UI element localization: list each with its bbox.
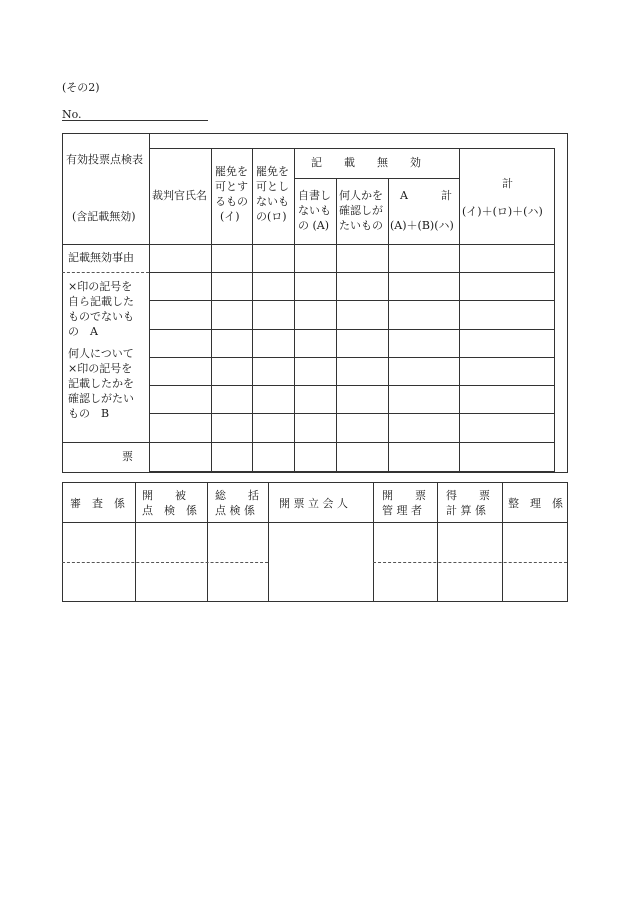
header-ro-line: の(ロ) [256, 210, 287, 223]
header-i-line: 罷免を [215, 165, 248, 178]
reason-a-line: の A [68, 325, 98, 338]
total-formula: (イ)＋(ロ)＋(ハ) [462, 205, 543, 218]
general-check-header-line: 点 検 係 [215, 504, 255, 517]
total-header: 計 [502, 177, 513, 190]
row-line [149, 300, 555, 301]
staff-col-line [373, 482, 374, 602]
ballot-opening-header-line: 点 検 係 [142, 504, 197, 517]
reason-b-line: 何人について [68, 347, 134, 360]
row-line [149, 329, 555, 330]
row-line [149, 272, 555, 273]
staff-col-line [502, 482, 503, 602]
col-line [388, 178, 389, 472]
col-line [252, 148, 253, 472]
counting-manager-header-line: 管 理 者 [382, 504, 422, 517]
col-line [459, 148, 460, 472]
table-title: 有効投票点検表 [66, 153, 143, 166]
general-check-header-line: 総 括 [215, 489, 259, 502]
col-line [336, 178, 337, 472]
reason-b-line: 確認しがたい [68, 392, 134, 405]
left-panel-divider [149, 133, 150, 473]
staff-dashed-line [373, 562, 567, 563]
organizer-header: 整 理 係 [508, 497, 563, 510]
header-i-line: るもの [215, 195, 248, 208]
staff-col-line [437, 482, 438, 602]
row-line [62, 244, 555, 245]
staff-dashed-line [62, 562, 268, 563]
reason-a-line: 自ら記載した [68, 295, 134, 308]
header-self-line: の (A) [298, 219, 330, 232]
header-who-line: 確認しが [339, 204, 383, 217]
witness-header: 開 票 立 会 人 [279, 497, 348, 510]
inner-top-line [149, 148, 555, 149]
staff-col-line [135, 482, 136, 602]
col-line [211, 148, 212, 472]
row-line [149, 357, 555, 358]
reason-a-line: ものでないも [68, 310, 134, 323]
a-total-header: A 計 [400, 189, 452, 202]
reason-b-line: もの B [68, 407, 110, 420]
row-line-dashed [62, 272, 149, 273]
counting-manager-header-line: 開 票 [382, 489, 426, 502]
header-ro-line: 罷免を [256, 165, 289, 178]
header-who-line: 何人かを [339, 189, 383, 202]
header-i-line: 可とす [215, 180, 248, 193]
inner-right-line [554, 148, 555, 472]
part-label: (その2) [62, 81, 100, 94]
header-ro-line: 可とし [256, 180, 289, 193]
table-subtitle: (含記載無効) [72, 210, 136, 223]
header-ro-line: ないも [256, 195, 289, 208]
col-line [294, 148, 295, 472]
header-self-line: ないも [298, 204, 331, 217]
staff-col-line [207, 482, 208, 602]
reason-b-line: 記載したかを [68, 377, 134, 390]
invalid-reason-label: 記載無効事由 [68, 251, 134, 264]
number-label: No. [62, 108, 82, 121]
staff-col-line [268, 482, 269, 602]
ha-header: (A)＋(B)(ハ) [390, 219, 454, 232]
staff-header-line [62, 522, 567, 523]
header-self-line: 自書し [298, 189, 331, 202]
row-line [62, 442, 555, 443]
votes-label: 票 [122, 450, 133, 463]
reason-b-line: ×印の記号を [68, 362, 133, 375]
row-line [149, 385, 555, 386]
vote-calc-header-line: 得 票 [446, 489, 490, 502]
ballot-opening-header-line: 開 被 [142, 489, 186, 502]
judge-name-header: 裁判官氏名 [152, 189, 207, 202]
vote-calc-header-line: 計 算 係 [446, 504, 486, 517]
reason-a-line: ×印の記号を [68, 280, 133, 293]
invalid-header: 記 載 無 効 [311, 156, 421, 169]
table-frame [62, 133, 568, 473]
inner-bottom-line [149, 471, 555, 472]
row-line [149, 413, 555, 414]
examiner-header: 審 査 係 [70, 497, 125, 510]
invalid-subheader-line [294, 178, 459, 179]
number-underline [62, 120, 208, 121]
header-i-line: (イ) [220, 210, 240, 223]
header-who-line: たいもの [339, 219, 383, 232]
